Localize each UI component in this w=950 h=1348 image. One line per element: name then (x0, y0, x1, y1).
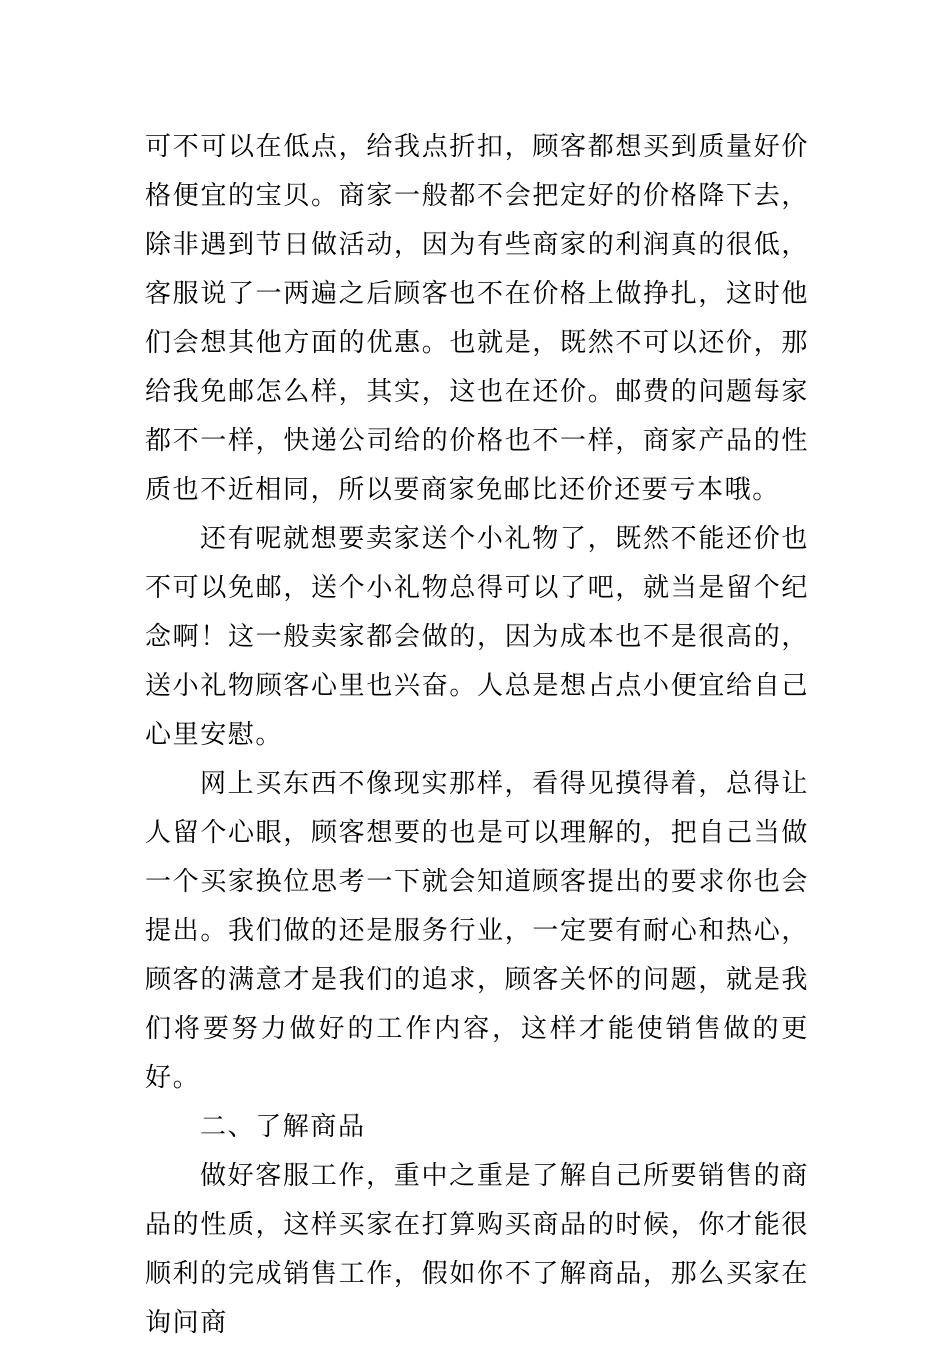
document-body (145, 123, 809, 1348)
paragraph-customer-understanding: 网上买东西不像现实那样，看得见摸得着，总得让人留个心眼，顾客想要的也是可以理解的，把自己当做一个买家换位思考一下就会知道顾客提出的要求你也会提出。我们做的还是服务行业，一定要有耐心和热心，顾客的满意才是我们的追求，顾客关怀的问题，就是我们将要努力做好的工作内容，这样才能使销售做的更好。 (145, 769, 809, 1093)
paragraph-product-knowledge: 做好客服工作，重中之重是了解自己所要销售的商品的性质，这样买家在打算购买商品的时候，你才能很顺利的完成销售工作，假如你不了解商品，那么买家在询问商 (145, 1161, 809, 1338)
section-heading-know-products: 二、了解商品 (200, 1112, 366, 1142)
paragraph-price-discount: 可不可以在低点，给我点折扣，顾客都想买到质量好价格便宜的宝贝。商家一般都不会把定好的价格降下去，除非遇到节日做活动，因为有些商家的利润真的很低，客服说了一两遍之后顾客也不在价格上做挣扎，这时他们会想其他方面的优惠。也就是，既然不可以还价，那给我免邮怎么样，其实，这也在还价。邮费的问题每家都不一样，快递公司给的价格也不一样，商家产品的性质也不近相同，所以要商家免邮比还价还要亏本哦。 (145, 132, 809, 505)
paragraph-small-gift: 还有呢就想要卖家送个小礼物了，既然不能还价也不可以免邮，送个小礼物总得可以了吧，就当是留个纪念啊！这一般卖家都会做的，因为成本也不是很高的，送小礼物顾客心里也兴奋。人总是想占点小便宜给自己心里安慰。 (145, 524, 809, 750)
